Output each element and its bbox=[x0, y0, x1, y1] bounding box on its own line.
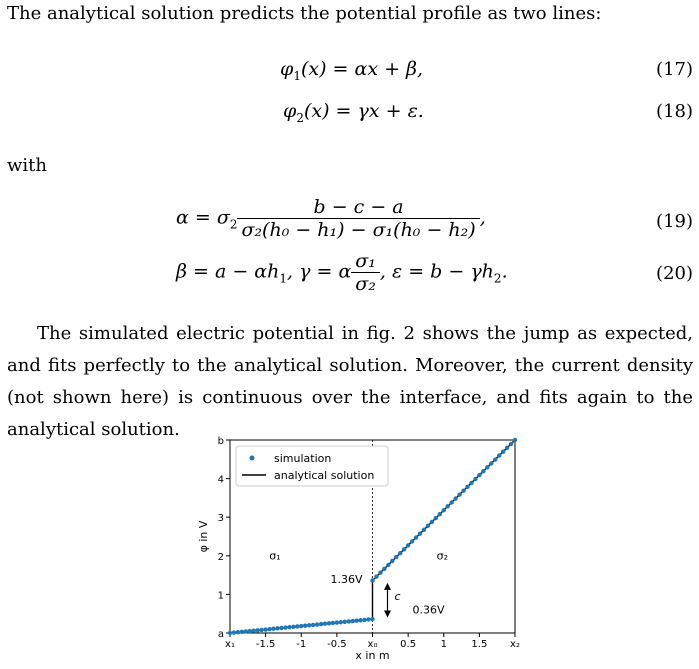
simulation-point bbox=[442, 508, 446, 512]
equation-19-number: (19) bbox=[656, 211, 693, 232]
simulation-point bbox=[477, 473, 481, 477]
simulation-point bbox=[434, 516, 438, 520]
simulation-point bbox=[505, 446, 509, 450]
simulation-point bbox=[335, 620, 339, 624]
simulation-point bbox=[244, 629, 248, 633]
simulation-point bbox=[509, 442, 513, 446]
simulation-point bbox=[418, 531, 422, 535]
x-tick-label: 0.5 bbox=[400, 639, 417, 650]
simulation-point bbox=[323, 622, 327, 626]
simulation-point bbox=[453, 496, 457, 500]
simulation-point bbox=[402, 547, 406, 551]
simulation-point bbox=[469, 481, 473, 485]
simulation-point bbox=[422, 528, 426, 532]
simulation-point bbox=[263, 627, 267, 631]
with-text: with bbox=[7, 155, 47, 176]
legend-simulation-label: simulation bbox=[274, 452, 332, 465]
x-tick-label: x₁ bbox=[225, 639, 235, 650]
sigma2-label: σ₂ bbox=[436, 549, 449, 563]
simulation-point bbox=[358, 618, 362, 622]
y-tick-label: 2 bbox=[217, 551, 224, 563]
simulation-point bbox=[343, 620, 347, 624]
simulation-point bbox=[497, 453, 501, 457]
x-tick-label: 1 bbox=[440, 639, 447, 650]
simulation-point bbox=[362, 618, 366, 622]
simulation-point bbox=[248, 629, 252, 633]
simulation-point bbox=[473, 477, 477, 481]
simulation-point bbox=[232, 630, 236, 634]
simulation-point bbox=[267, 627, 271, 631]
simulation-point bbox=[370, 578, 374, 582]
simulation-point bbox=[489, 461, 493, 465]
sigma1-label: σ₁ bbox=[269, 549, 281, 563]
simulation-point bbox=[366, 617, 370, 621]
jump-c-label: c bbox=[394, 590, 401, 604]
y-axis-label: φ in V bbox=[197, 520, 210, 553]
simulation-point bbox=[295, 624, 299, 628]
simulation-point bbox=[485, 465, 489, 469]
equation-18-number: (18) bbox=[656, 101, 693, 122]
potential-chart bbox=[190, 430, 530, 666]
simulation-point bbox=[410, 539, 414, 543]
equation-17: $\varphi_1(x) = \alpha x + \beta$, bbox=[280, 58, 424, 83]
legend-analytical-label: analytical solution bbox=[274, 469, 375, 482]
simulation-point bbox=[446, 504, 450, 508]
jump-top-label: 1.36V bbox=[330, 572, 363, 586]
simulation-point bbox=[461, 489, 465, 493]
simulation-point bbox=[287, 625, 291, 629]
simulation-point bbox=[481, 469, 485, 473]
simulation-point bbox=[386, 563, 390, 567]
x-tick-label: x₀ bbox=[367, 639, 378, 650]
y-tick-label: 4 bbox=[217, 474, 224, 486]
simulation-point bbox=[378, 570, 382, 574]
simulation-point bbox=[501, 450, 505, 454]
simulation-point bbox=[256, 628, 260, 632]
jump-arrow-down-head bbox=[384, 611, 391, 618]
simulation-point bbox=[303, 623, 307, 627]
simulation-point bbox=[465, 485, 469, 489]
simulation-point bbox=[319, 622, 323, 626]
simulation-point bbox=[311, 623, 315, 627]
equation-17-number: (17) bbox=[656, 59, 693, 80]
simulation-point bbox=[493, 457, 497, 461]
simulation-point bbox=[457, 492, 461, 496]
equation-18: $\varphi_2(x) = \gamma x + \varepsilon$. bbox=[283, 100, 424, 125]
simulation-point bbox=[307, 623, 311, 627]
y-tick-label: a bbox=[217, 629, 224, 640]
simulation-point bbox=[347, 619, 351, 623]
simulation-point bbox=[394, 555, 398, 559]
x-tick-label: x₂ bbox=[510, 639, 520, 650]
simulation-point bbox=[283, 625, 287, 629]
simulation-point bbox=[414, 535, 418, 539]
simulation-point bbox=[315, 622, 319, 626]
x-tick-label: -1 bbox=[296, 639, 307, 650]
equation-20: $\beta = a - \alpha h_1$, γ = α $\frac{\text{σ₁}}{\text{σ₂}}$ , $\varepsilon = b - \gamma h_2$. bbox=[176, 250, 508, 295]
x-tick-label: 1.5 bbox=[471, 639, 488, 650]
simulation-point bbox=[236, 630, 240, 634]
x-tick-label: -0.5 bbox=[327, 639, 347, 650]
intro-text: The analytical solution predicts the potential profile as two lines: bbox=[7, 3, 602, 24]
y-tick-label: 3 bbox=[217, 513, 224, 525]
body-paragraph: The simulated electric potential in fig. 2 shows the jump as expected, and fits perfectly to the analytical solution. Moreover, the current density (not shown here) is continuous over the interface, and fits again to the analytical solution. bbox=[7, 323, 693, 440]
simulation-point bbox=[449, 500, 453, 504]
simulation-point bbox=[291, 625, 295, 629]
equation-19: $\alpha = \sigma_2$ $\frac{b - c - a}{\text{σ₂(h₀ − h₁) − σ₁(h₀ − h₂)}}$ , bbox=[176, 196, 486, 241]
x-tick-label: -1.5 bbox=[255, 639, 276, 650]
simulation-point bbox=[390, 559, 394, 563]
x-axis-label: x in m bbox=[355, 649, 390, 662]
simulation-point bbox=[430, 520, 434, 524]
y-tick-label: 1 bbox=[217, 590, 224, 602]
jump-arrow-up-head bbox=[384, 583, 391, 590]
jump-bottom-label: 0.36V bbox=[412, 603, 445, 617]
y-tick-label: b bbox=[217, 436, 224, 447]
simulation-point bbox=[275, 626, 279, 630]
simulation-point bbox=[279, 626, 283, 630]
simulation-point bbox=[438, 512, 442, 516]
simulation-point bbox=[271, 627, 275, 631]
simulation-point bbox=[351, 619, 355, 623]
simulation-point bbox=[339, 620, 343, 624]
simulation-point bbox=[252, 628, 256, 632]
simulation-point bbox=[299, 624, 303, 628]
simulation-point bbox=[259, 628, 263, 632]
simulation-point bbox=[228, 631, 232, 635]
simulation-point bbox=[374, 574, 378, 578]
simulation-point bbox=[240, 630, 244, 634]
simulation-point bbox=[513, 438, 517, 442]
legend-simulation-marker bbox=[250, 456, 255, 461]
simulation-point bbox=[406, 543, 410, 547]
simulation-point bbox=[327, 621, 331, 625]
simulation-point bbox=[426, 524, 430, 528]
simulation-point bbox=[398, 551, 402, 555]
simulation-point bbox=[354, 618, 358, 622]
simulation-point bbox=[382, 567, 386, 571]
simulation-point bbox=[370, 617, 374, 621]
simulation-point bbox=[331, 621, 335, 625]
equation-20-number: (20) bbox=[656, 263, 693, 284]
